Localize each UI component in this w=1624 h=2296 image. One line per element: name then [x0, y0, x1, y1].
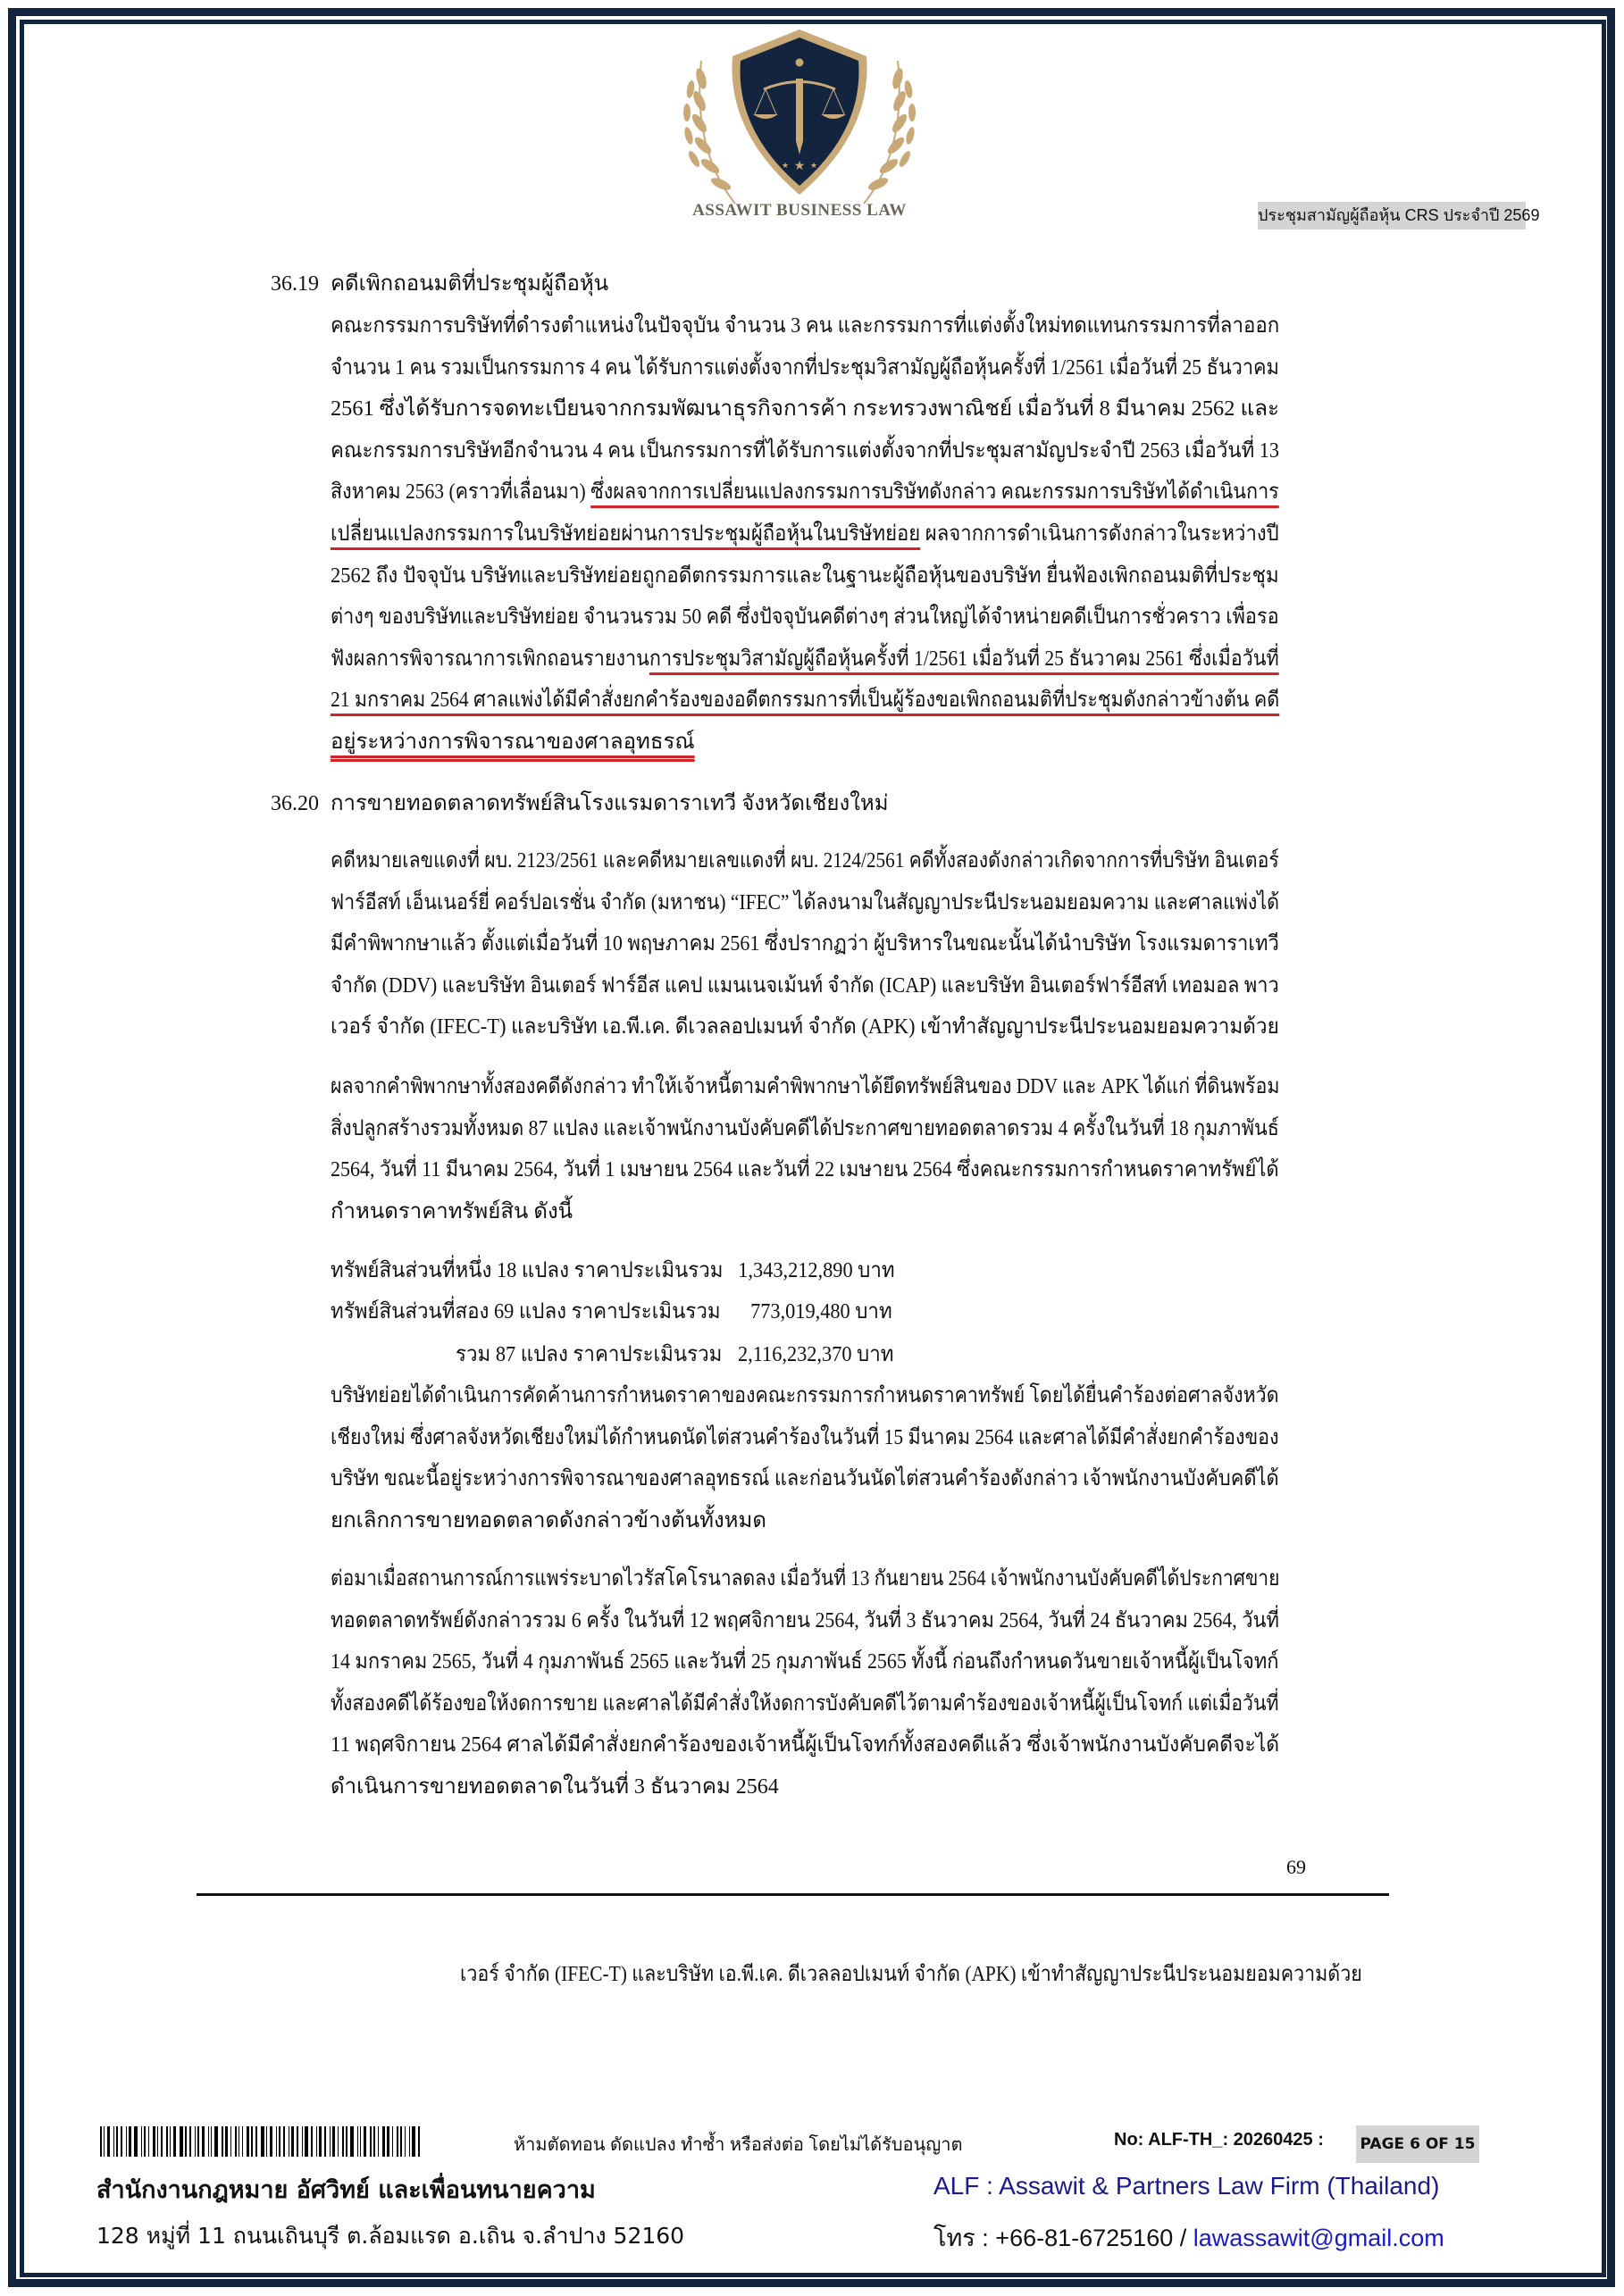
- meeting-tag: ประชุมสามัญผู้ถือหุ้น CRS ประจำปี 2569: [1258, 202, 1526, 230]
- barcode-bar: [121, 2126, 122, 2157]
- body-line: เชียงใหม่ ซึ่งศาลจังหวัดเชียงใหม่ได้กำหนดนัดไต่สวนคำร้องในวันที่ 15 มีนาคม 2564 และศาลได้มีคำสั่งยกคำร้องของ: [331, 1425, 1279, 1449]
- text-run: สิงหาคม 2563 (คราวที่เลื่อนมา): [331, 480, 591, 505]
- highlighted-text: 21 มกราคม 2564 ศาลแพ่งได้มีคำสั่งยกคำร้องของอดีตกรรมการที่เป็นผู้ร้องขอเพิกถอนมติที่ประชุมดังกล่าวข้างต้น คดี: [331, 689, 1280, 713]
- barcode-bar: [141, 2126, 142, 2157]
- barcode-bar: [107, 2126, 110, 2157]
- body-line: 14 มกราคม 2565, วันที่ 4 กุมภาพันธ์ 2565 และวันที่ 25 กุมภาพันธ์ 2565 ทั้งนี้ ก่อนถึงกำหนดวันขายเจ้าหนี้ผู้เป็นโจทก์: [331, 1650, 1279, 1674]
- body-line: เวอร์ จำกัด (IFEC-T) และบริษัท เอ.พี.เค. ดีเวลลอปเมนท์ จำกัด (APK) เข้าทำสัญญาประนีประนอมยอมความด้วย: [331, 1015, 1279, 1039]
- highlighted-text: ซึ่งผลจากการเปลี่ยนแปลงกรรมการบริษัทดังกล่าว คณะกรรมการบริษัทได้ดำเนินการ: [590, 480, 1279, 505]
- body-line: ยกเลิกการขายทอดตลาดดังกล่าวข้างต้นทั้งหมด: [331, 1508, 766, 1532]
- page-divider: [197, 1893, 1389, 1896]
- svg-text:★: ★: [793, 159, 806, 173]
- body-line: ดำเนินการขายทอดตลาดในวันที่ 3 ธันวาคม 2564: [331, 1775, 779, 1799]
- barcode-bar: [148, 2126, 149, 2157]
- body-line: 2564, วันที่ 11 มีนาคม 2564, วันที่ 1 เมษายน 2564 และวันที่ 22 เมษายน 2564 ซึ่งคณะกรรมการกำหนดราคาทรัพย์ได้: [331, 1158, 1279, 1182]
- body-line: [331, 313, 1279, 339]
- barcode-bar: [382, 2126, 385, 2157]
- barcode-bar: [197, 2126, 199, 2157]
- barcode-bar: [173, 2126, 176, 2157]
- barcode-bar: [104, 2126, 105, 2157]
- body-line: กำหนดราคาทรัพย์สิน ดังนี้: [331, 1199, 573, 1223]
- body-line: ต่อมาเมื่อสถานการณ์การแพร่ระบาดไวรัสโคโรนาลดลง เมื่อวันที่ 13 กันยายน 2564 เจ้าพนักงานบังคับคดีได้ประกาศขาย: [331, 1567, 1280, 1591]
- firm-name-english: ALF : Assawit & Partners Law Firm (Thailand): [933, 2172, 1440, 2200]
- svg-text:★: ★: [781, 162, 790, 171]
- barcode-bar: [255, 2126, 257, 2157]
- barcode-bar: [211, 2126, 212, 2157]
- barcode-bar: [338, 2126, 339, 2157]
- barcode-bar: [222, 2126, 223, 2157]
- barcode-bar: [297, 2126, 298, 2157]
- firm-address: 128 หมู่ที่ 11 ถนนเถินบุรี ต.ล้อมแรด อ.เถิน จ.ลำปาง 52160: [96, 2223, 685, 2249]
- barcode-bar: [319, 2126, 322, 2157]
- text-run: 2562 ถึง ปัจจุบัน บริษัทและบริษัทย่อยถูกอดีตกรรมการและในฐานะผู้ถือหุ้นของบริษัท ยื่นฟ้องเพิกถอนมติที่ประชุม: [331, 564, 1279, 588]
- body-line: 11 พฤศจิกายน 2564 ศาลได้มีคำสั่งยกคำร้องของเจ้าหนี้ผู้เป็นโจทก์ทั้งสองคดีแล้ว ซึ่งเจ้าพนักงานบังคับคดีจะได้: [331, 1733, 1280, 1757]
- barcode-bar: [279, 2126, 280, 2157]
- asset-amount: 2,116,232,370: [737, 1343, 852, 1366]
- barcode-bar: [350, 2126, 354, 2157]
- barcode-bar: [208, 2126, 209, 2157]
- asset-unit: บาท: [850, 1300, 892, 1323]
- barcode-bar: [230, 2126, 231, 2157]
- law-firm-logo: [666, 25, 933, 226]
- barcode-bar: [100, 2126, 102, 2157]
- logo-text: ASSAWIT BUSINESS LAW: [692, 201, 907, 220]
- highlighted-text: เปลี่ยนแปลงกรรมการในบริษัทย่อยผ่านการประชุมผู้ถือหุ้นในบริษัทย่อย: [331, 522, 921, 546]
- body-line: [331, 479, 1279, 505]
- body-line: [331, 396, 1279, 422]
- barcode-bar: [364, 2126, 366, 2157]
- body-line: บริษัท ขณะนี้อยู่ระหว่างการพิจารณาของศาลอุทธรณ์ และก่อนวันนัดไต่สวนคำร้องดังกล่าว เจ้าพนักงานบังคับคดีได้: [331, 1467, 1279, 1491]
- laurel-left-icon: [683, 61, 735, 204]
- barcode-bar: [270, 2126, 272, 2157]
- barcode-icon: [100, 2126, 427, 2157]
- body-line: [331, 521, 1279, 547]
- barcode-bar: [134, 2126, 138, 2157]
- barcode-bar: [195, 2126, 196, 2157]
- overflow-text-line: เวอร์ จำกัด (IFEC-T) และบริษัท เอ.พี.เค. ดีเวลลอปเมนท์ จำกัด (APK) เข้าทำสัญญาประนีประนอมยอมความด้วย: [460, 1963, 1362, 1986]
- barcode-bar: [405, 2126, 406, 2157]
- body-line: ทอดตลาดทรัพย์ดังกล่าวรวม 6 ครั้ง ในวันที่ 12 พฤศจิกายน 2564, วันที่ 3 ธันวาคม 2564, วันที่ 24 ธันวาคม 2564, วันที่: [331, 1608, 1279, 1632]
- barcode-bar: [185, 2126, 187, 2157]
- copyright-notice: ห้ามตัดทอน ดัดแปลง ทำซ้ำ หรือส่งต่อ โดยไม่ได้รับอนุญาต: [514, 2135, 963, 2155]
- text-run: คณะกรรมการบริษัทที่ดำรงตำแหน่งในปัจจุบัน จำนวน 3 คน และกรรมการที่แต่งตั้งใหม่ทดแทนกรรมการที่ลาออก: [331, 314, 1280, 338]
- asset-label: ทรัพย์สินส่วนที่สอง 69 แปลง ราคาประเมินรวม: [331, 1300, 721, 1323]
- barcode-bar: [153, 2126, 155, 2157]
- barcode-bar: [276, 2126, 277, 2157]
- page-number: 69: [1286, 1856, 1306, 1878]
- body-line: [331, 604, 1279, 630]
- asset-total-row: [456, 1341, 893, 1368]
- body-line: จำกัด (DDV) และบริษัท อินเตอร์ ฟาร์อีส แคป แมนเนจเม้นท์ จำกัด (ICAP) และบริษัท อินเตอร์ฟาร์อีสท์ เทอมอล พาว: [331, 973, 1279, 998]
- body-line: ทั้งสองคดีได้ร้องขอให้งดการขาย และศาลได้มีคำสั่งให้งดการบังคับคดีไว้ตามคำร้องของเจ้าหนี้ผู้เป็นโจทก์ แต่เมื่อวันที่: [331, 1691, 1279, 1716]
- text-run: คณะกรรมการบริษัทอีกจำนวน 4 คน เป็นกรรมการที่ได้รับการแต่งตั้งจากที่ประชุมสามัญประจำปี 2563 เมื่อวันที่ 13: [331, 438, 1280, 463]
- section-number: 36.19: [271, 272, 319, 296]
- barcode-bar: [373, 2126, 375, 2157]
- asset-row: [331, 1298, 892, 1325]
- barcode-bar: [161, 2126, 163, 2157]
- highlighted-text: อยู่ระหว่างการพิจารณาของศาลอุทธรณ์: [331, 731, 695, 754]
- barcode-bar: [346, 2126, 347, 2157]
- text-run: ต่างๆ ของบริษัทและบริษัทย่อย จำนวนรวม 50 คดี ซึ่งปัจจุบันคดีต่างๆ ส่วนใหญ่ได้จำหน่ายคดีเป็นการชั่วคราว เพื่อรอ: [331, 605, 1279, 630]
- barcode-bar: [400, 2126, 402, 2157]
- section-title: คดีเพิกถอนมติที่ประชุมผู้ถือหุ้น: [331, 272, 609, 296]
- barcode-bar: [247, 2126, 249, 2157]
- barcode-bar: [113, 2126, 114, 2157]
- body-line: บริษัทย่อยได้ดำเนินการคัดค้านการกำหนดราคาของคณะกรรมการกำหนดราคาทรัพย์ โดยได้ยื่นคำร้องต่อศาลจังหวัด: [331, 1384, 1279, 1407]
- body-line: [331, 438, 1279, 464]
- barcode-bar: [397, 2126, 398, 2157]
- barcode-bar: [418, 2126, 420, 2157]
- text-run: ผลจากการดำเนินการดังกล่าวในระหว่างปี: [920, 522, 1279, 546]
- barcode-bar: [261, 2126, 264, 2157]
- text-run: 2561 ซึ่งได้รับการจดทะเบียนจากกรมพัฒนาธุรกิจการค้า กระทรวงพาณิชย์ เมื่อวันที่ 8 มีนาคม 2562 และ: [331, 397, 1280, 422]
- barcode-bar: [242, 2126, 243, 2157]
- barcode-bar: [116, 2126, 118, 2157]
- body-line: มีคำพิพากษาแล้ว ตั้งแต่เมื่อวันที่ 10 พฤษภาคม 2561 ซึ่งปรากฏว่า ผู้บริหารในขณะนั้นได้นำบริษัท โรงแรมดาราเทวี: [331, 932, 1279, 956]
- asset-unit: บาท: [851, 1343, 894, 1366]
- barcode-bar: [166, 2126, 168, 2157]
- barcode-bar: [302, 2126, 303, 2157]
- asset-unit: บาท: [852, 1259, 895, 1282]
- barcode-bar: [311, 2126, 313, 2157]
- body-line: สิ่งปลูกสร้างรวมทั้งหมด 87 แปลง และเจ้าพนักงานบังคับคดีได้ประกาศขายทอดตลาดรวม 4 ครั้งในวันที่ 18 กุมภาพันธ์: [331, 1116, 1279, 1140]
- document-number: No: ALF-TH_: 20260425 :: [1114, 2130, 1324, 2150]
- svg-text:★: ★: [809, 162, 818, 171]
- asset-amount: 1,343,212,890: [738, 1259, 853, 1282]
- barcode-bar: [235, 2126, 237, 2157]
- barcode-bar: [126, 2126, 127, 2157]
- barcode-bar: [170, 2126, 171, 2157]
- barcode-bar: [316, 2126, 317, 2157]
- barcode-bar: [360, 2126, 361, 2157]
- asset-label: ทรัพย์สินส่วนที่หนึ่ง 18 แปลง ราคาประเมินรวม: [331, 1259, 724, 1282]
- barcode-bar: [144, 2126, 146, 2157]
- barcode-bar: [225, 2126, 228, 2157]
- body-line: [331, 729, 695, 756]
- barcode-bar: [157, 2126, 158, 2157]
- laurel-right-icon: [864, 61, 916, 204]
- phone-number: โทร : +66-81-6725160 /: [933, 2225, 1193, 2251]
- body-line: คดีหมายเลขแดงที่ ผบ. 2123/2561 และคดีหมายเลขแดงที่ ผบ. 2124/2561 คดีทั้งสองดังกล่าวเกิดจากการที่บริษัท อินเตอร์: [331, 849, 1279, 872]
- barcode-bar: [409, 2126, 410, 2157]
- firm-name-thai: สำนักงานกฎหมาย อัศวิทย์ และเพื่อนทนายความ: [96, 2176, 596, 2204]
- body-line: [331, 646, 1279, 672]
- barcode-bar: [357, 2126, 358, 2157]
- highlighted-text: การประชุมวิสามัญผู้ถือหุ้นครั้งที่ 1/2561 เมื่อวันที่ 25 ธันวาคม 2561 ซึ่งเมื่อวันที่: [649, 647, 1279, 671]
- section-title: การขายทอดตลาดทรัพย์สินโรงแรมดาราเทวี จังหวัดเชียงใหม่: [331, 792, 889, 815]
- asset-label: รวม 87 แปลง ราคาประเมินรวม: [456, 1343, 723, 1366]
- barcode-bar: [305, 2126, 308, 2157]
- barcode-bar: [330, 2126, 331, 2157]
- barcode-bar: [180, 2126, 183, 2157]
- barcode-bar: [342, 2126, 344, 2157]
- page-badge: PAGE 6 OF 15: [1356, 2125, 1479, 2163]
- body-line: [331, 687, 1279, 714]
- barcode-bar: [283, 2126, 285, 2157]
- barcode-bar: [370, 2126, 372, 2157]
- firm-contact: [933, 2218, 1444, 2257]
- barcode-bar: [332, 2126, 335, 2157]
- barcode-bar: [387, 2126, 389, 2157]
- barcode-bar: [266, 2126, 267, 2157]
- barcode-bar: [392, 2126, 393, 2157]
- body-line: [331, 355, 1279, 381]
- text-run: จำนวน 1 คน รวมเป็นกรรมการ 4 คน ได้รับการแต่งตั้งจากที่ประชุมวิสามัญผู้ถือหุ้นครั้งที่ 1/2561 เมื่อวันที่ 25 ธันวาคม: [331, 355, 1279, 380]
- barcode-bar: [129, 2126, 131, 2157]
- barcode-bar: [291, 2126, 294, 2157]
- barcode-bar: [324, 2126, 326, 2157]
- section-number: 36.20: [271, 792, 319, 815]
- asset-amount: 773,019,480: [750, 1300, 850, 1323]
- body-line: ผลจากคำพิพากษาทั้งสองคดีดังกล่าว ทำให้เจ้าหนี้ตามคำพิพากษาได้ยึดทรัพย์สินของ DDV และ APK ได้แก่ ที่ดินพร้อม: [331, 1075, 1280, 1098]
- asset-row: [331, 1257, 895, 1284]
- body-line: [331, 563, 1279, 589]
- barcode-bar: [202, 2126, 205, 2157]
- barcode-bar: [378, 2126, 379, 2157]
- email-link[interactable]: lawassawit@gmail.com: [1193, 2225, 1444, 2251]
- text-run: ฟังผลการพิจารณาการเพิกถอนรายงาน: [331, 647, 649, 671]
- barcode-bar: [214, 2126, 218, 2157]
- barcode-bar: [251, 2126, 253, 2157]
- body-line: ฟาร์อีสท์ เอ็นเนอร์ยี่ คอร์ปอเรชั่น จำกัด (มหาชน) “IFEC” ได้ลงนามในสัญญาประนีประนอมยอมความ และศาลแพ่งได้: [331, 890, 1280, 914]
- barcode-bar: [412, 2126, 415, 2157]
- barcode-bar: [189, 2126, 191, 2157]
